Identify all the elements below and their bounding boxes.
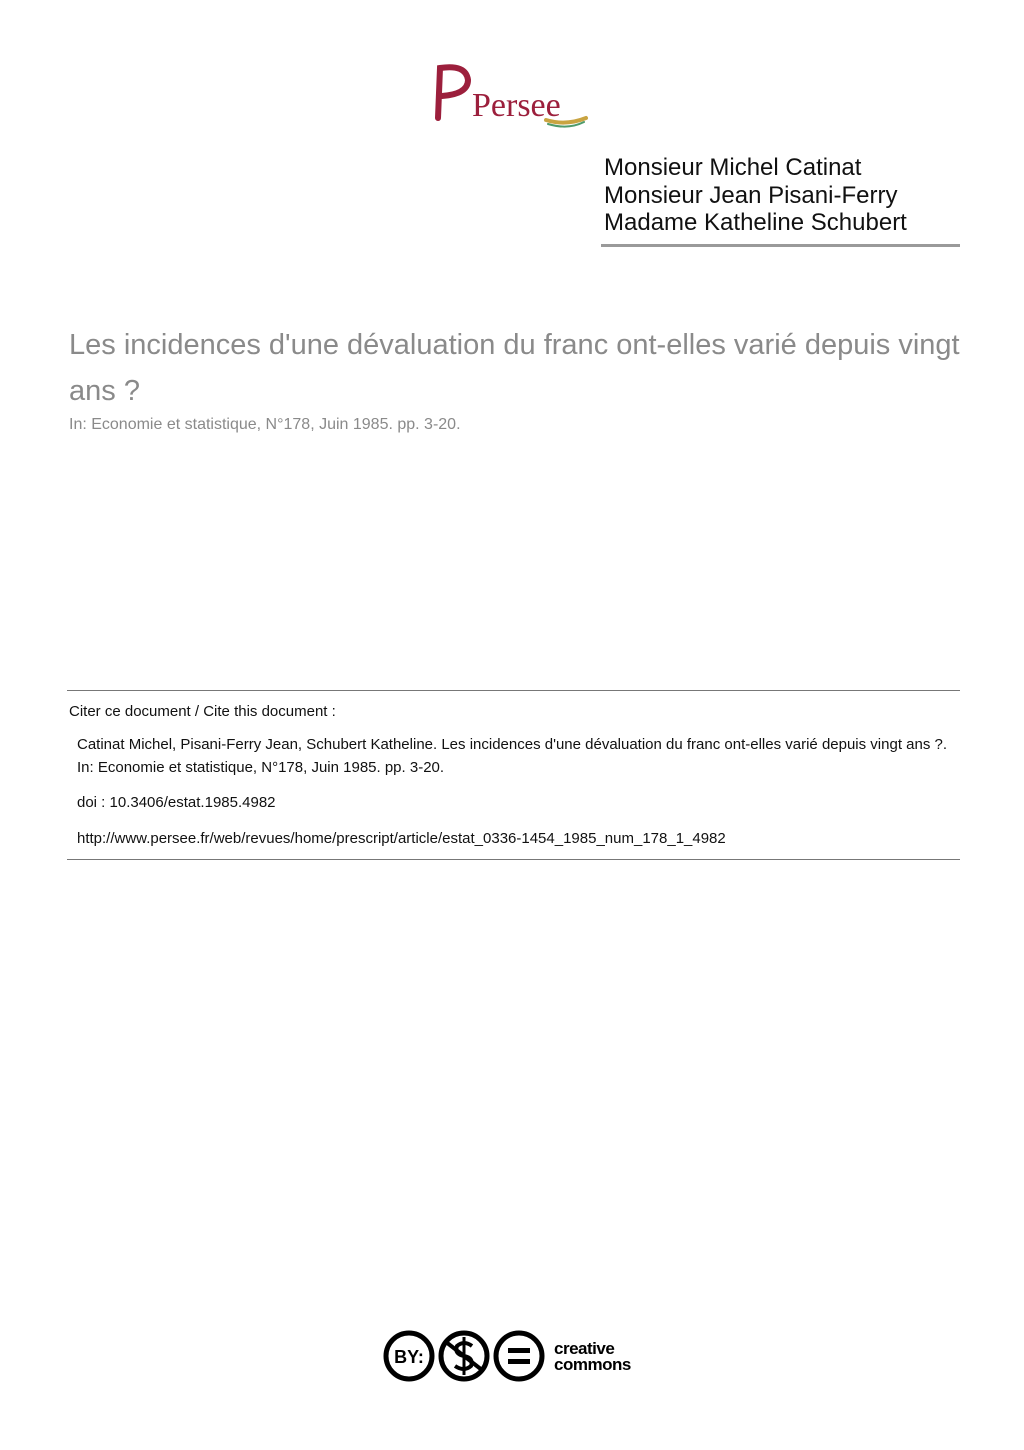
citation-doi[interactable]: doi : 10.3406/estat.1985.4982	[77, 794, 276, 811]
author-name: Madame Katheline Schubert	[604, 209, 907, 236]
cc-brand-line2: commons	[554, 1355, 631, 1374]
authors-divider	[601, 244, 960, 247]
citation-heading: Citer ce document / Cite this document :	[69, 703, 336, 720]
citation-url[interactable]: http://www.persee.fr/web/revues/home/prescript/article/estat_0336-1454_1985_num_178_1_4982	[77, 830, 726, 847]
article-source: In: Economie et statistique, N°178, Juin 1985. pp. 3-20.	[69, 416, 461, 433]
author-list	[604, 154, 960, 237]
cc-by-label: BY:	[394, 1347, 424, 1367]
cc-nd-icon	[496, 1333, 542, 1379]
author-name: Monsieur Jean Pisani-Ferry	[604, 181, 898, 209]
cc-brand-line1: creative	[554, 1339, 615, 1358]
logo-wordmark: Persee	[472, 87, 561, 124]
persee-logo	[428, 58, 590, 130]
citation-bottom-divider	[67, 859, 960, 860]
citation-top-divider	[67, 690, 960, 691]
cc-by-icon	[386, 1333, 432, 1379]
cc-nc-icon	[441, 1333, 487, 1379]
citation-reference: Catinat Michel, Pisani-Ferry Jean, Schubert Katheline. Les incidences d'une dévaluation du franc ont-elles varié depuis vingt ans ?. In: Economie et statistique, N°178, Juin 1985. pp. 3-20.	[77, 736, 948, 776]
article-title: Les incidences d'une dévaluation du franc ont-elles varié depuis vingt ans ?	[69, 329, 960, 407]
author-name: Monsieur Michel Catinat	[604, 154, 862, 181]
creative-commons-by-nc-nd-icon[interactable]	[382, 1328, 644, 1384]
